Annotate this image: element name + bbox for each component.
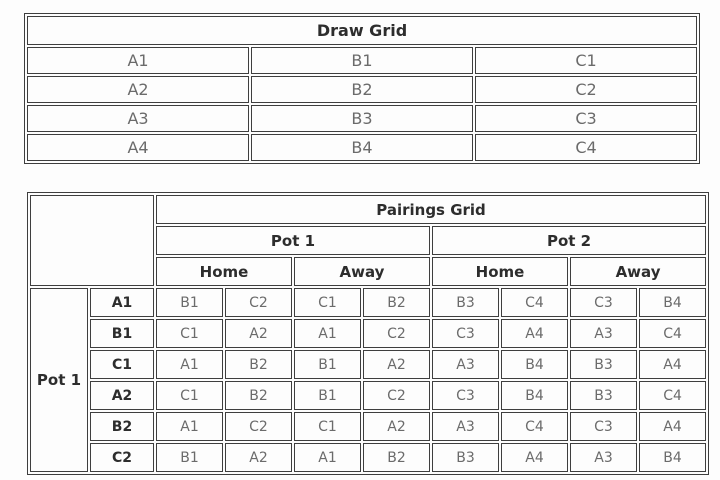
pairing-cell: C1 [156,381,223,410]
pairing-cell: A2 [225,443,292,472]
pairing-cell: C2 [363,319,430,348]
pairings-title-row [30,195,706,224]
pairings-grid-table [27,192,709,475]
pairing-cell: A2 [363,350,430,379]
pairing-cell: B4 [501,381,568,410]
table-row [27,76,697,103]
table-row [30,412,706,441]
pairing-cell: B1 [156,288,223,317]
draw-slot-a4: A4 [27,134,249,161]
pairing-cell: C3 [432,319,499,348]
pairing-cell: B2 [363,443,430,472]
pairing-cell: A2 [363,412,430,441]
pairing-cell: B3 [570,350,637,379]
pairing-cell: A4 [639,412,706,441]
pairing-cell: C1 [294,412,361,441]
pairing-cell: C2 [225,288,292,317]
pairing-cell: A4 [501,319,568,348]
pot1-away-header: Away [294,257,430,286]
row-label-a2: A2 [90,381,154,410]
draw-slot-b2: B2 [251,76,473,103]
pairing-cell: C3 [570,288,637,317]
pairing-cell: C4 [501,412,568,441]
pairings-corner-cell [30,195,154,286]
table-row [27,134,697,161]
draw-slot-c1: C1 [475,47,697,74]
table-row [30,443,706,472]
pairing-cell: C3 [432,381,499,410]
draw-slot-b4: B4 [251,134,473,161]
draw-slot-a3: A3 [27,105,249,132]
draw-slot-a1: A1 [27,47,249,74]
draw-slot-c3: C3 [475,105,697,132]
draw-grid-title: Draw Grid [27,16,697,45]
pairing-cell: B1 [294,350,361,379]
row-label-c2: C2 [90,443,154,472]
draw-slot-c4: C4 [475,134,697,161]
pairing-cell: A4 [639,350,706,379]
pairing-cell: C1 [294,288,361,317]
pairing-cell: B3 [432,443,499,472]
pairing-cell: A3 [432,412,499,441]
pairing-cell: A3 [570,319,637,348]
pairing-cell: A1 [294,443,361,472]
row-label-c1: C1 [90,350,154,379]
pairing-cell: B4 [639,288,706,317]
table-row [30,381,706,410]
pairing-cell: C1 [156,319,223,348]
pot1-row-group-label: Pot 1 [30,288,88,472]
pairing-cell: B4 [639,443,706,472]
pairing-cell: C2 [225,412,292,441]
pairing-cell: C4 [639,319,706,348]
draw-grid-title-row [27,16,697,45]
pairing-cell: A1 [156,350,223,379]
pairing-cell: A2 [225,319,292,348]
pairings-grid-title: Pairings Grid [156,195,706,224]
draw-slot-a2: A2 [27,76,249,103]
draw-slot-b1: B1 [251,47,473,74]
row-label-a1: A1 [90,288,154,317]
pairing-cell: B1 [156,443,223,472]
pairing-cell: A1 [156,412,223,441]
row-label-b2: B2 [90,412,154,441]
pairing-cell: A4 [501,443,568,472]
pairing-cell: B3 [432,288,499,317]
pot2-column-header: Pot 2 [432,226,706,255]
pairing-cell: B4 [501,350,568,379]
draw-grid-table [24,13,700,164]
pairing-cell: A1 [294,319,361,348]
pairing-cell: B2 [363,288,430,317]
pairing-cell: C2 [363,381,430,410]
pot1-column-header: Pot 1 [156,226,430,255]
draw-slot-c2: C2 [475,76,697,103]
table-row [30,350,706,379]
pairing-cell: B2 [225,381,292,410]
table-row [27,105,697,132]
pot2-home-header: Home [432,257,568,286]
pairing-cell: C4 [501,288,568,317]
draw-slot-b3: B3 [251,105,473,132]
pairing-cell: C4 [639,381,706,410]
table-row [30,319,706,348]
row-label-b1: B1 [90,319,154,348]
table-row [30,288,706,317]
pairing-cell: B3 [570,381,637,410]
table-row [27,47,697,74]
pot1-home-header: Home [156,257,292,286]
pot2-away-header: Away [570,257,706,286]
pairing-cell: B2 [225,350,292,379]
pairing-cell: C3 [570,412,637,441]
pairing-cell: A3 [570,443,637,472]
pairing-cell: A3 [432,350,499,379]
pairing-cell: B1 [294,381,361,410]
